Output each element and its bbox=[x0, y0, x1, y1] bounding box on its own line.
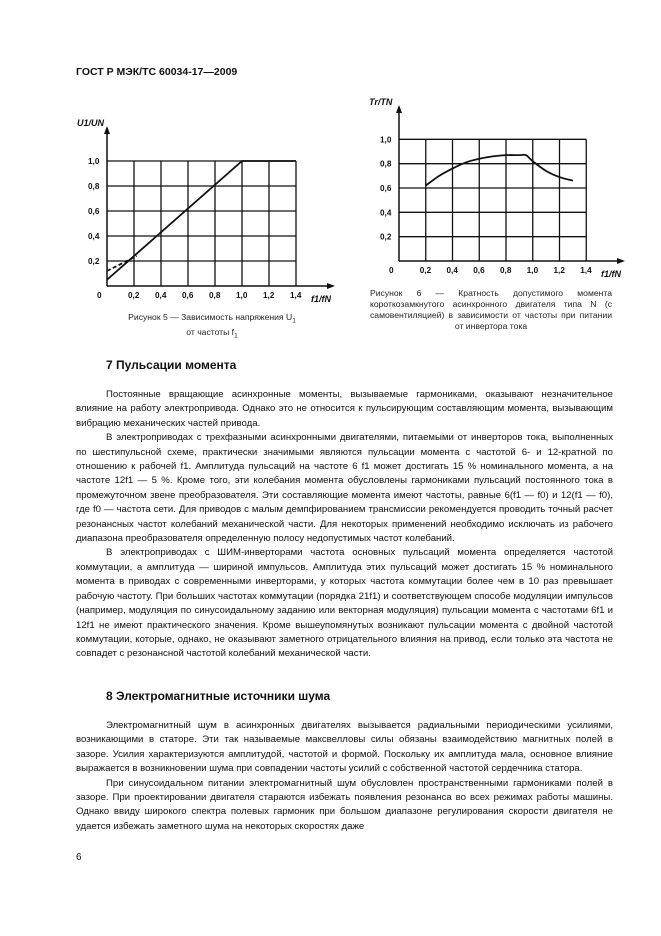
x-tick-label: 0,4 bbox=[155, 291, 167, 300]
y-tick-label: 0,2 bbox=[380, 232, 392, 242]
y-tick-label: 0,4 bbox=[88, 232, 100, 241]
figure-5 bbox=[66, 112, 336, 307]
x-tick-label: 1,2 bbox=[263, 291, 275, 300]
y-tick-label: 0,4 bbox=[380, 208, 392, 218]
x-axis-label: f1/fN bbox=[311, 294, 331, 304]
x-tick-label: 1,0 bbox=[526, 266, 539, 275]
x-tick-label: 0,4 bbox=[446, 266, 458, 275]
x-tick-label: 0,6 bbox=[473, 266, 485, 275]
page-number: 6 bbox=[76, 852, 82, 863]
y-tick-label: 1,0 bbox=[380, 135, 392, 145]
x-axis-arrow bbox=[617, 258, 625, 264]
x-axis-arrow bbox=[327, 283, 335, 289]
x-tick-label: 1,4 bbox=[290, 291, 302, 300]
x-tick-label: 0,2 bbox=[128, 291, 140, 300]
figure-6-caption: Рисунок 6 — Кратность допустимого момента короткозамкнутого асинхронного двигателя типа N (с самовентиляцией) в зависимости от частоты при питании от инвертора тока bbox=[370, 288, 612, 331]
series-line-torque bbox=[426, 155, 573, 186]
figure-5-caption-sub2: 1 bbox=[234, 332, 238, 340]
y-tick-label: 0,6 bbox=[88, 207, 100, 216]
document-header: ГОСТ Р МЭК/ТС 60034-17—2009 bbox=[76, 66, 238, 78]
x-axis-label: f1/fN bbox=[601, 269, 621, 279]
section-8-heading: 8 Электромагнитные источники шума bbox=[106, 689, 331, 703]
y-axis-label: U1/UN bbox=[77, 118, 105, 128]
figure-5-caption bbox=[92, 312, 332, 341]
y-axis-label: Tr/TN bbox=[369, 97, 393, 107]
x-tick-label: 0 bbox=[389, 266, 394, 275]
y-tick-label: 0,8 bbox=[380, 159, 392, 169]
figure-5-caption-line2: от частоты f bbox=[186, 326, 235, 337]
x-tick-label: 0,6 bbox=[182, 291, 194, 300]
y-axis-arrow bbox=[396, 105, 402, 113]
figure-6 bbox=[360, 92, 630, 277]
x-tick-label: 0,8 bbox=[500, 266, 512, 275]
figure-6-chart bbox=[360, 92, 630, 277]
section-7-body bbox=[76, 388, 613, 662]
x-tick-label: 0,2 bbox=[419, 266, 432, 275]
x-tick-label: 1,2 bbox=[553, 266, 565, 275]
x-tick-label: 0 bbox=[97, 291, 102, 300]
y-tick-label: 0,8 bbox=[88, 182, 100, 191]
section-8-paragraph: При синусоидальном питании электромагнитный шум обусловлен пространственными гармониками полей в зазоре. При проектировании двигателя стараются избежать появления резонанса во всех режимах работы машины. Однако ввиду широкого спектра полевых гармоник при большом диапазоне регулирования скорости двигателя не удается избежать заметного шума на некоторых скоростях даже bbox=[76, 777, 613, 832]
section-7-heading: 7 Пульсации момента bbox=[106, 358, 237, 372]
x-tick-label: 1,0 bbox=[236, 291, 248, 300]
figure-5-chart bbox=[66, 112, 336, 307]
y-axis-arrow bbox=[104, 126, 110, 134]
series-line-solid bbox=[107, 161, 296, 280]
section-8-paragraph: Электромагнитный шум в асинхронных двигателях вызывается радиальными периодическими усилиями, возникающими в статоре. Эти так называемые максвелловы силы обязаны взаимодействию магнитных полей в зазоре. Усилия характеризуются амплитудой, частотой и формой. Поскольку их амплитуда мала, основное влияние выражается в возникновении шума при совпадении частоты усилий с собственной частотой сердечника статора. bbox=[76, 720, 613, 775]
y-tick-label: 0,6 bbox=[380, 184, 392, 193]
figure-5-caption-line1: Рисунок 5 — Зависимость напряжения U bbox=[128, 312, 293, 322]
y-tick-label: 0,2 bbox=[88, 257, 100, 266]
figure-5-caption-sub1: 1 bbox=[292, 317, 296, 325]
section-7-paragraph: В электроприводах с трехфазными асинхронными двигателями, питаемыми от инверторов тока, выполненных по шестипульсной схеме, практически значимыми являются пульсации момента с частотой 6- и 12-кратной по отношению к рабочей f1. Амплитуда пульсаций на частоте 6 f1 может достигать 15 % номинального момента, а на частоте 12f1 — 5 %. Кроме того, эти колебания момента обусловлены гармониками пульсаций постоянного тока в промежуточном звене преобразователя. Эти составляющие момента имеют частоты, равные 6(f1 — f0) и 12(f1 — f0), где f0 — частота сети. Для приводов с малым демпфированием трансмиссии рекомендуется проводить точный расчет резонансных частот колебаний механической части. Для некоторых применений необходимо исключать из рабочего диапазона преобразователя определенную полосу недопустимых частот колебаний. bbox=[76, 432, 613, 545]
x-tick-label: 0,8 bbox=[209, 291, 221, 300]
section-7-paragraph: Постоянные вращающие асинхронные моменты, вызываемые гармониками, оказывают незначительное влияние на работу электропривода. Однако это не относится к пульсирующим составляющим момента, вызывающим вибрацию механических частей привода. bbox=[76, 389, 613, 429]
section-8-body bbox=[76, 719, 613, 834]
section-7-paragraph: В электроприводах с ШИМ-инверторами частота основных пульсаций момента определяется частотой коммутации, а амплитуда — шириной импульсов. Амплитуда этих пульсаций может достигать 15 % номинального момента в приводах с современными инверторами, у которых частота коммутации более чем в 10 раз превышает рабочую частоту. При больших частотах коммутации (порядка 21f1) и соответствующем способе модуляции импульсов (например, модуляция по синусоидальному заданию или векторная модуляция) пульсации момента с частотами 6f1 и 12f1 не имеют практического значения. Кроме вышеупомянутых возникают пульсации момента с двойной частотой коммутации, которые, однако, не оказывают заметного отрицательного влияния на привод, если только эта частота не совпадет с резонансной частотой колебаний механической части. bbox=[76, 547, 613, 660]
y-tick-label: 1,0 bbox=[88, 157, 100, 166]
x-tick-label: 1,4 bbox=[580, 266, 592, 275]
series-line-dashed bbox=[107, 256, 137, 271]
